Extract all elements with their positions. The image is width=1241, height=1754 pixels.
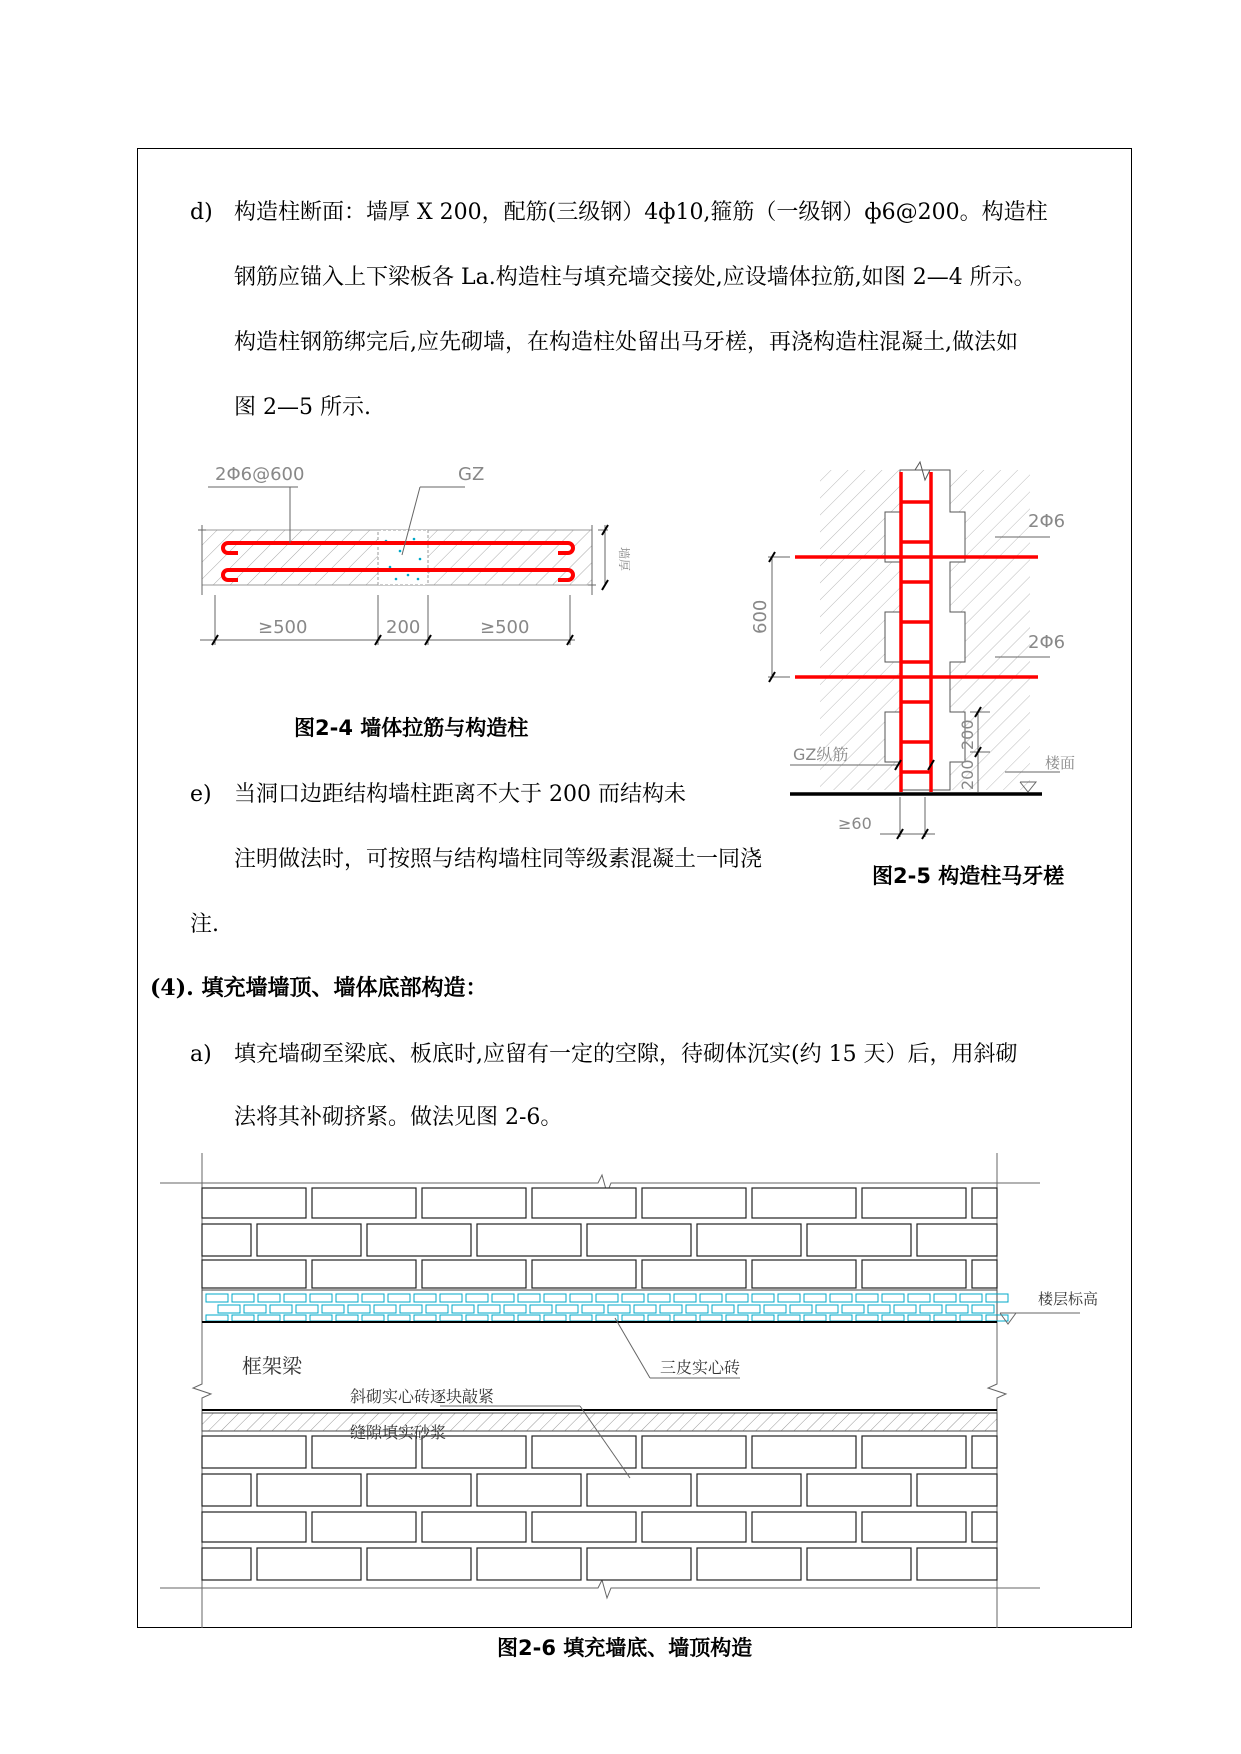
fig24-rebar-label: 2Φ6@600 [215, 464, 305, 485]
brick [532, 1512, 636, 1542]
brick [257, 1224, 361, 1256]
fig26-three-brick: 三皮实心砖 [660, 1358, 741, 1377]
brick [532, 1260, 636, 1288]
item-d-label: d) [190, 200, 213, 225]
brick [862, 1436, 966, 1468]
section-4-heading: (4). 填充墙墙顶、墙体底部构造： [150, 975, 488, 1001]
brick [807, 1474, 911, 1506]
brick [257, 1548, 361, 1580]
brick [697, 1548, 801, 1580]
fig25-caption: 图2-5 构造柱马牙槎 [872, 864, 1065, 888]
brick [587, 1474, 691, 1506]
fig24-dim-right: ≥500 [480, 617, 530, 638]
brick [697, 1474, 801, 1506]
fig26-note2: 缝隙填实砂浆 [350, 1423, 447, 1442]
fig25-dim-200a: 200 [958, 719, 977, 750]
brick [422, 1188, 526, 1218]
brick [752, 1188, 856, 1218]
item-d-line4: 图 2—5 所示. [234, 395, 371, 420]
brick [642, 1436, 746, 1468]
brick [972, 1188, 997, 1218]
item-d-line3: 构造柱钢筋绑完后,应先砌墙，在构造柱处留出马牙槎，再浇构造柱混凝土,做法如 [234, 330, 1018, 355]
figure-2-4 [190, 455, 631, 655]
brick [862, 1512, 966, 1542]
brick [587, 1548, 691, 1580]
fig25-dim-600: 600 [750, 599, 771, 634]
item-d-line2: 钢筋应锚入上下梁板各 La.构造柱与填充墙交接处,应设墙体拉筋,如图 2—4 所示。 [234, 265, 1036, 290]
item-d-line1: 构造柱断面：墙厚 X 200，配筋(三级钢）4ф10,箍筋（一级钢）ф6@200。构造柱 [234, 200, 1048, 225]
brick [642, 1512, 746, 1542]
fig24-gz-label: GZ [458, 464, 485, 485]
item-e-line3: 注. [190, 912, 219, 937]
brick [917, 1224, 997, 1256]
brick [752, 1436, 856, 1468]
fig24-thickness-label: 墙厚 [617, 547, 631, 572]
fig24-dim-left: ≥500 [258, 617, 308, 638]
brick [862, 1260, 966, 1288]
item-a-line2: 法将其补砌挤紧。做法见图 2-6。 [234, 1105, 563, 1130]
brick [642, 1260, 746, 1288]
brick [917, 1548, 997, 1580]
brick [202, 1260, 306, 1288]
item-e-label: e) [190, 782, 212, 807]
brick [532, 1188, 636, 1218]
brick [477, 1548, 581, 1580]
fig24-caption: 图2-4 墙体拉筋与构造柱 [294, 716, 529, 740]
brick [477, 1224, 581, 1256]
brick [532, 1436, 636, 1468]
item-e-line2: 注明做法时，可按照与结构墙柱同等级素混凝土一同浇 [234, 847, 763, 872]
fig25-gz-rebar: GZ纵筋 [793, 745, 849, 764]
brick [587, 1224, 691, 1256]
fig25-rebar-top: 2Φ6 [1028, 511, 1066, 532]
item-e-line1: 当洞口边距结构墙柱距离不大于 200 而结构未 [234, 782, 686, 807]
figure-2-5 [720, 462, 1076, 833]
item-a-line1: 填充墙砌至梁底、板底时,应留有一定的空隙，待砌体沉实(约 15 天）后，用斜砌 [234, 1042, 1018, 1067]
fig25-floor: 楼面 [1045, 754, 1076, 772]
brick [367, 1548, 471, 1580]
brick [752, 1512, 856, 1542]
figure-2-6 [160, 1148, 1100, 1628]
brick [367, 1474, 471, 1506]
brick [257, 1474, 361, 1506]
fig26-note1: 斜砌实心砖逐块敲紧 [350, 1387, 495, 1406]
brick [312, 1188, 416, 1218]
brick [697, 1224, 801, 1256]
brick [807, 1548, 911, 1580]
brick [202, 1474, 251, 1506]
brick [972, 1436, 997, 1468]
brick [917, 1474, 997, 1506]
brick [642, 1188, 746, 1218]
fig25-dim-200b: 200 [958, 759, 977, 790]
brick [807, 1224, 911, 1256]
brick [202, 1512, 306, 1542]
brick [202, 1548, 251, 1580]
brick [312, 1260, 416, 1288]
fig25-dim-60: ≥60 [838, 814, 872, 833]
fig26-floor-level: 楼层标高 [1038, 1290, 1099, 1308]
brick [202, 1188, 306, 1218]
brick [202, 1224, 251, 1256]
brick [972, 1260, 997, 1288]
fig25-rebar-bottom: 2Φ6 [1028, 632, 1066, 653]
fig24-dim-mid: 200 [386, 617, 421, 638]
brick [972, 1512, 997, 1542]
brick [422, 1512, 526, 1542]
brick [422, 1260, 526, 1288]
fig26-caption: 图2-6 填充墙底、墙顶构造 [497, 1636, 753, 1660]
brick [202, 1436, 306, 1468]
brick [752, 1260, 856, 1288]
brick [312, 1512, 416, 1542]
brick [477, 1474, 581, 1506]
brick [862, 1188, 966, 1218]
item-a-label: a) [190, 1042, 212, 1067]
fig26-beam: 框架梁 [242, 1354, 302, 1378]
brick [367, 1224, 471, 1256]
